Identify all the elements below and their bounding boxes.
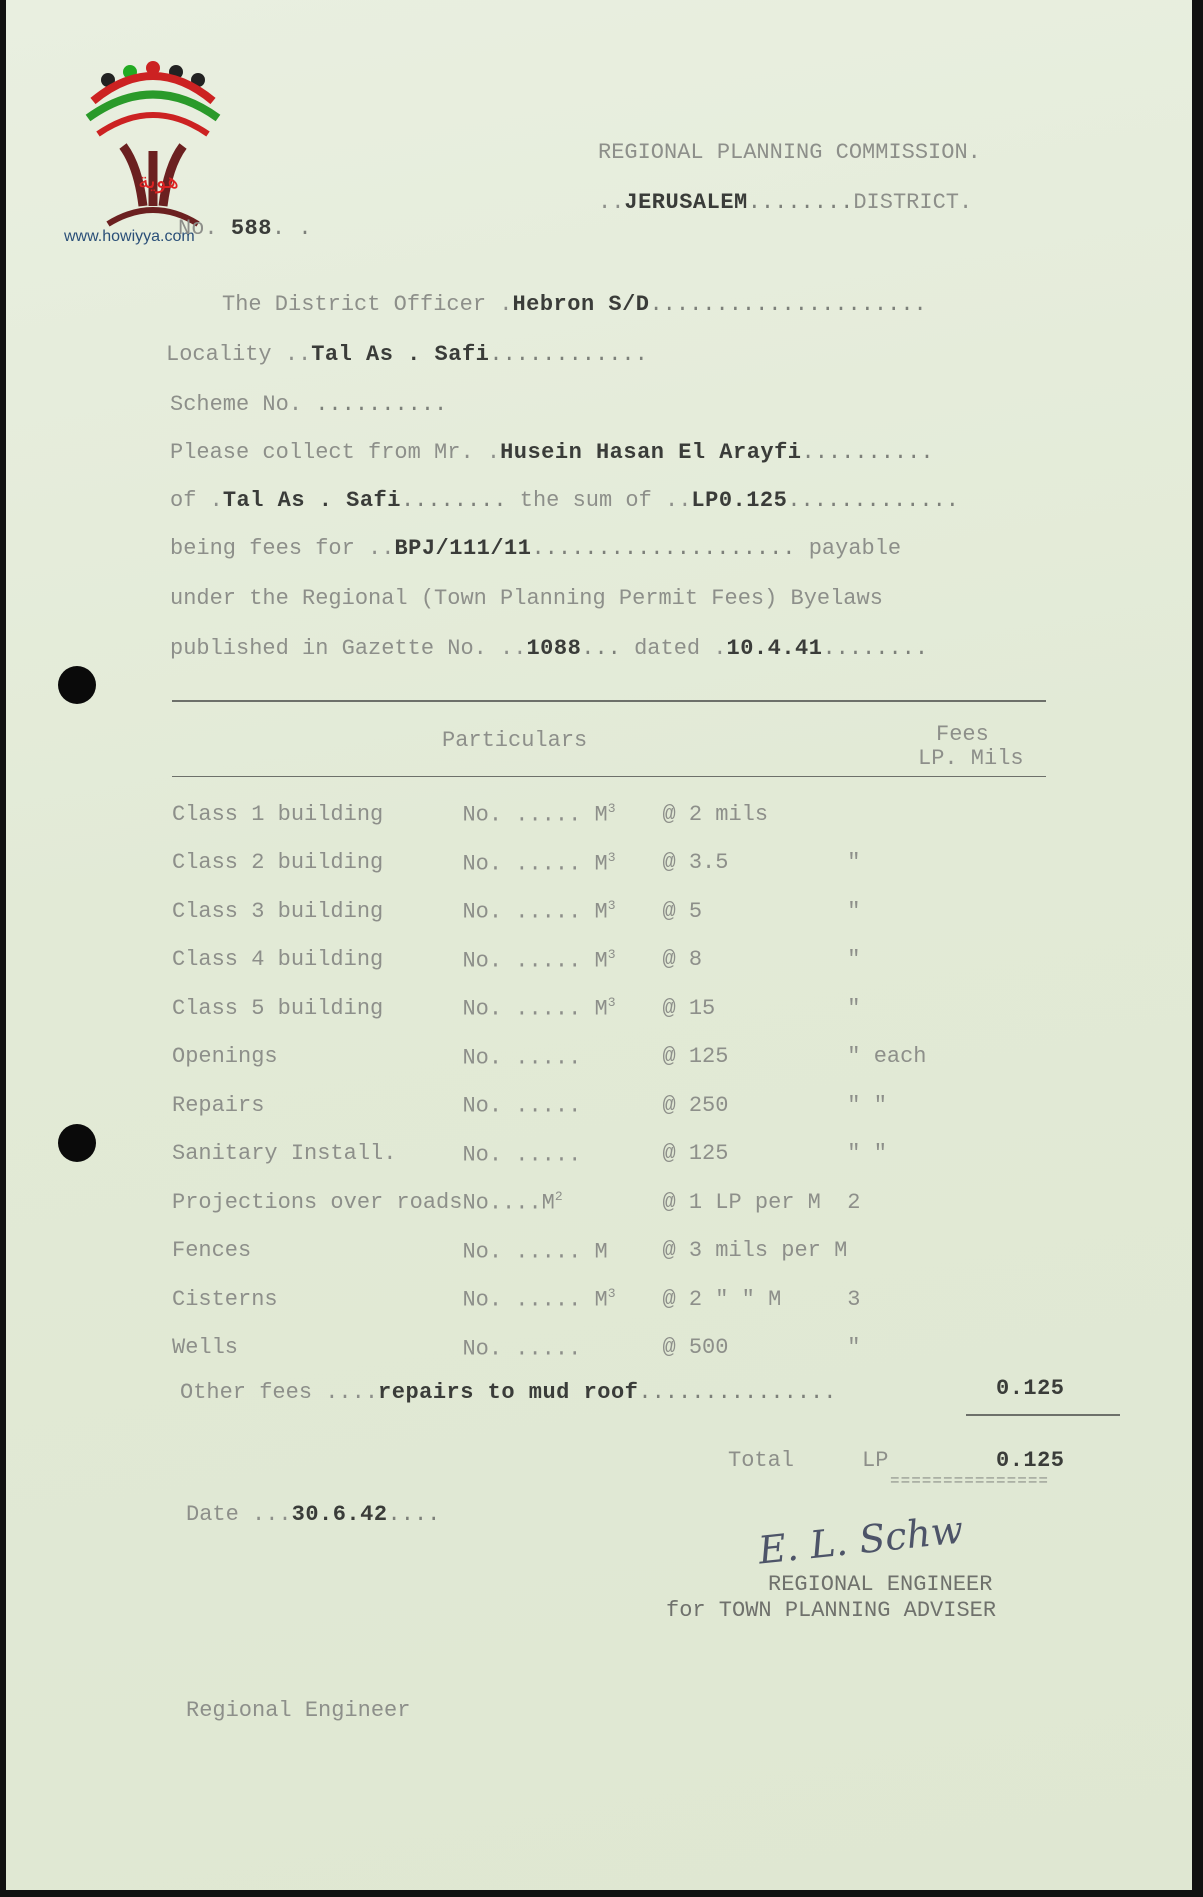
unit-exponent: 3 bbox=[607, 946, 616, 962]
fee-row-rate: @ 250 bbox=[662, 1092, 729, 1118]
unit-exponent: 3 bbox=[607, 898, 616, 914]
gazette-line: published in Gazette No. ..1088... dated .10.4.41........ bbox=[170, 636, 929, 661]
fee-row-extra: " bbox=[847, 850, 861, 876]
fee-row-rate: @ 5 bbox=[662, 898, 703, 924]
fee-row-quantity: No. ..... bbox=[462, 1335, 582, 1361]
other-fees-description: repairs to mud roof bbox=[378, 1380, 639, 1405]
fee-row-name: Class 3 building bbox=[172, 898, 384, 924]
fee-row-extra: " " bbox=[847, 1092, 887, 1118]
fees-header: Fees bbox=[936, 722, 989, 747]
fee-row bbox=[172, 1033, 927, 1082]
district-name: JERUSALEM bbox=[624, 190, 748, 215]
unit-exponent: 3 bbox=[607, 801, 616, 817]
fees-for-line: being fees for ..BPJ/111/11.................... payable bbox=[170, 536, 902, 561]
fee-row-quantity: $No....M^2$ bbox=[462, 1189, 563, 1216]
reference-number: No. 588. . bbox=[178, 216, 312, 241]
document-page bbox=[6, 0, 1192, 1890]
of-sum-line: of .Tal As . Safi........ the sum of ..LP0.125............. bbox=[170, 488, 959, 513]
fee-row bbox=[172, 1178, 927, 1227]
permit-reference: BPJ/111/11 bbox=[394, 536, 532, 561]
fee-row bbox=[172, 887, 927, 936]
district-line: ..JERUSALEM........DISTRICT. bbox=[598, 190, 973, 215]
fee-row-quantity: No. ..... bbox=[462, 1141, 582, 1167]
total-rule bbox=[966, 1414, 1120, 1416]
date-line: Date ...30.6.42.... bbox=[186, 1502, 441, 1527]
fee-row-name: Class 5 building bbox=[172, 995, 384, 1021]
fee-row-name: Cisterns bbox=[172, 1286, 278, 1312]
fee-row-extra: " bbox=[847, 898, 861, 924]
fee-row-rate: @ 3 mils per M bbox=[662, 1238, 848, 1264]
fee-row-extra bbox=[847, 1227, 926, 1276]
fee-row bbox=[172, 1324, 927, 1373]
fee-row-name: Fences bbox=[172, 1238, 252, 1264]
fee-row-extra: " " bbox=[847, 1141, 887, 1167]
signer-title: REGIONAL ENGINEER bbox=[768, 1572, 993, 1597]
fee-row bbox=[172, 936, 927, 985]
fee-row-name: Repairs bbox=[172, 1092, 265, 1118]
district-officer-line: The District Officer .Hebron S/D..................... bbox=[222, 292, 927, 317]
other-fees-line: Other fees ....repairs to mud roof............... bbox=[180, 1380, 837, 1405]
fee-row-name: Wells bbox=[172, 1335, 239, 1361]
total-double-rule: =============== bbox=[890, 1472, 1050, 1490]
district-label: DISTRICT. bbox=[853, 190, 973, 215]
fee-row-name: Sanitary Install. bbox=[172, 1141, 397, 1167]
fee-row bbox=[172, 1227, 927, 1276]
fees-subheader: LP. Mils bbox=[918, 746, 1024, 771]
fee-row-extra: " bbox=[847, 995, 861, 1021]
punch-hole-bottom bbox=[58, 1124, 96, 1162]
fee-row-quantity: No. ..... $M^3$ bbox=[462, 946, 616, 973]
fee-row bbox=[172, 1275, 927, 1324]
fee-row-name: Projections over roads bbox=[172, 1189, 463, 1215]
commission-title: REGIONAL PLANNING COMMISSION. bbox=[598, 140, 981, 165]
collect-from-line: Please collect from Mr. .Husein Hasan El Arayfi.......... bbox=[170, 440, 934, 465]
other-fees-amount: 0.125 bbox=[996, 1376, 1065, 1401]
fees-table bbox=[172, 790, 927, 1372]
signer-role: for TOWN PLANNING ADVISER bbox=[666, 1598, 997, 1623]
fee-row bbox=[172, 839, 927, 888]
total-label: Total bbox=[728, 1448, 795, 1473]
table-header-rule bbox=[172, 776, 1046, 777]
fee-row-rate: @ 500 bbox=[662, 1335, 729, 1361]
fee-row-extra: 2 bbox=[847, 1189, 861, 1215]
unit-exponent: 2 bbox=[554, 1189, 563, 1205]
fee-row-quantity: No. ..... $M^3$ bbox=[462, 849, 616, 876]
fee-row-rate: @ 2 " " M bbox=[662, 1286, 782, 1312]
district-officer-value: Hebron S/D bbox=[512, 292, 650, 317]
fee-row-extra: " bbox=[847, 947, 861, 973]
bylaws-line: under the Regional (Town Planning Permit Fees) Byelaws bbox=[170, 586, 883, 611]
fee-row-name: Openings bbox=[172, 1044, 278, 1070]
fee-row-rate: @ 15 bbox=[662, 995, 716, 1021]
fee-row bbox=[172, 984, 927, 1033]
particulars-header: Particulars bbox=[442, 728, 588, 753]
fee-row-extra: " bbox=[847, 1335, 861, 1361]
fee-row bbox=[172, 1081, 927, 1130]
fee-row-rate: @ 125 bbox=[662, 1141, 729, 1167]
sum-value: LP0.125 bbox=[691, 488, 788, 513]
fee-row-quantity: No. ..... M bbox=[462, 1238, 608, 1264]
fee-row-rate: @ 2 mils bbox=[662, 801, 769, 827]
total-currency: LP bbox=[862, 1448, 889, 1473]
fee-row-quantity: No. ..... $M^3$ bbox=[462, 898, 616, 925]
punch-hole-top bbox=[58, 666, 96, 704]
fee-row-name: Class 1 building bbox=[172, 801, 384, 827]
date-value: 30.6.42 bbox=[291, 1502, 388, 1527]
howiyya-tree-logo bbox=[68, 56, 238, 236]
fee-row bbox=[172, 790, 927, 839]
fee-row bbox=[172, 1130, 927, 1179]
fee-row-rate: @ 1 LP per M bbox=[662, 1189, 821, 1215]
watermark-url: www.howiyya.com bbox=[64, 228, 195, 245]
unit-exponent: 3 bbox=[607, 849, 616, 865]
locality-value: Tal As . Safi bbox=[311, 342, 490, 367]
fee-row-rate: @ 8 bbox=[662, 947, 703, 973]
fee-row-extra: 3 bbox=[847, 1286, 861, 1312]
locality-line: Locality ..Tal As . Safi............ bbox=[166, 342, 648, 367]
payer-name: Husein Hasan El Arayfi bbox=[500, 440, 802, 465]
signature: E. L. Schw bbox=[756, 1507, 966, 1573]
unit-exponent: 3 bbox=[607, 995, 616, 1011]
fee-row-name: Class 2 building bbox=[172, 850, 384, 876]
bottom-note: Regional Engineer bbox=[186, 1698, 411, 1723]
total-amount: 0.125 bbox=[996, 1448, 1065, 1473]
fee-row-quantity: No. ..... $M^3$ bbox=[462, 1286, 616, 1313]
fee-row-rate: @ 125 bbox=[662, 1044, 729, 1070]
fee-row-quantity: No. ..... bbox=[462, 1093, 582, 1119]
fee-row-quantity: No. ..... $M^3$ bbox=[462, 995, 616, 1022]
fee-row-rate: @ 3.5 bbox=[662, 850, 729, 876]
fee-row-quantity: No. ..... bbox=[462, 1044, 582, 1070]
fee-row-extra: " each bbox=[847, 1044, 927, 1070]
fee-row-extra bbox=[847, 790, 926, 839]
fee-row-name: Class 4 building bbox=[172, 947, 384, 973]
unit-exponent: 3 bbox=[607, 1286, 616, 1302]
svg-text:هوية: هوية bbox=[138, 169, 179, 194]
table-top-rule bbox=[172, 700, 1046, 702]
fee-row-quantity: No. ..... $M^3$ bbox=[462, 801, 616, 828]
scheme-line: Scheme No. .......... bbox=[170, 392, 448, 417]
